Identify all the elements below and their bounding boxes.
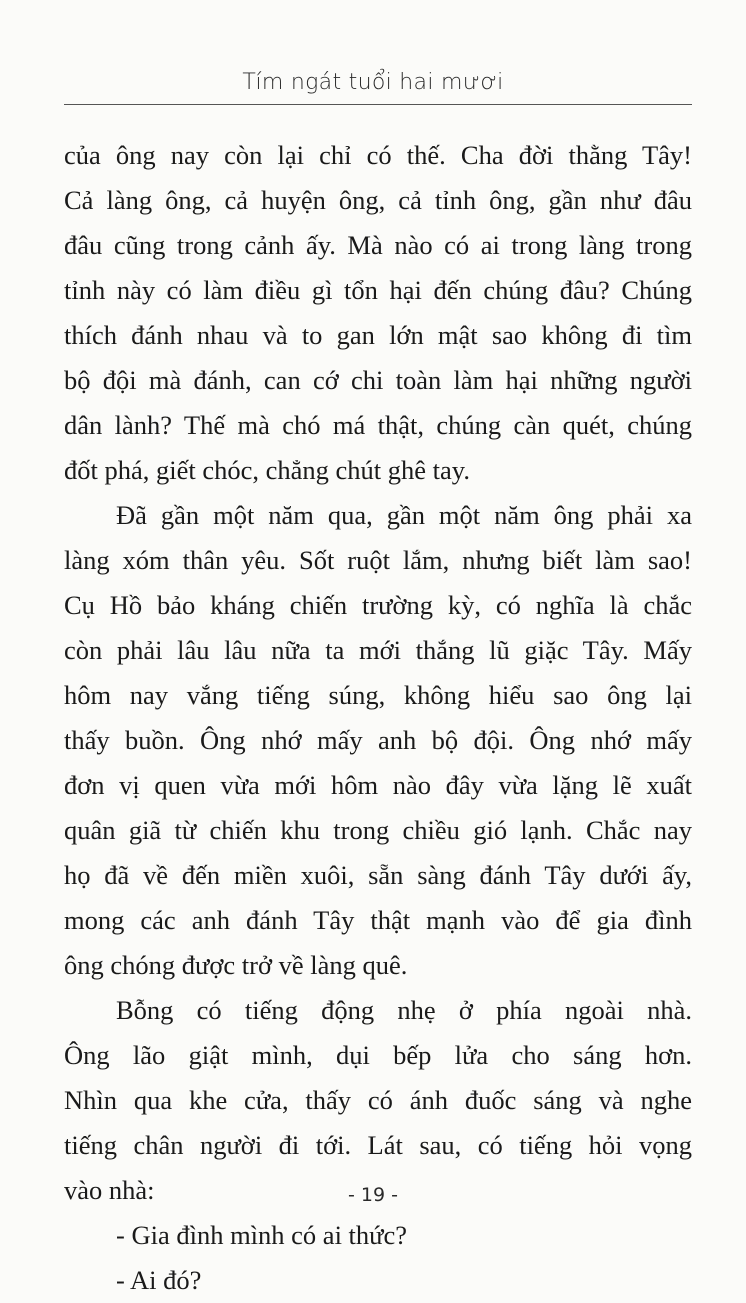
text-line: thấy buồn. Ông nhớ mấy anh bộ đội. Ông nhớ mấy (64, 725, 692, 755)
text-line: Cụ Hồ bảo kháng chiến trường kỳ, có nghĩa là chắc (64, 590, 692, 620)
dialogue-line: - Gia đình mình có ai thức? (116, 1220, 408, 1250)
text-line: Bỗng có tiếng động nhẹ ở phía ngoài nhà. (116, 995, 692, 1025)
text-line: vào nhà: (64, 1175, 155, 1205)
text-line: mong các anh đánh Tây thật mạnh vào để gia đình (64, 905, 692, 935)
header-divider (64, 104, 692, 105)
page-number: - 19 - (348, 1184, 398, 1206)
text-line: ông chóng được trở về làng quê. (64, 950, 408, 980)
text-line: làng xóm thân yêu. Sốt ruột lắm, nhưng biết làm sao! (64, 545, 692, 575)
paragraph-2 (64, 493, 692, 988)
text-line: họ đã về đến miền xuôi, sẵn sàng đánh Tây dưới ấy, (64, 860, 692, 890)
text-line: hôm nay vắng tiếng súng, không hiểu sao ông lại (64, 680, 692, 710)
text-line: Cả làng ông, cả huyện ông, cả tỉnh ông, gần như đâu (64, 185, 692, 215)
paragraph-3 (64, 988, 692, 1213)
dialogue (64, 1213, 692, 1303)
text-line: Đã gần một năm qua, gần một năm ông phải xa (116, 500, 692, 530)
paragraph-1 (64, 133, 692, 493)
body-text (64, 133, 692, 1303)
text-line: của ông nay còn lại chỉ có thế. Cha đời thằng Tây! (64, 140, 692, 170)
text-line: còn phải lâu lâu nữa ta mới thắng lũ giặc Tây. Mấy (64, 635, 692, 665)
text-line: đơn vị quen vừa mới hôm nào đây vừa lặng lẽ xuất (64, 770, 692, 800)
text-line: bộ đội mà đánh, can cớ chi toàn làm hại những người (64, 365, 692, 395)
text-line: Ông lão giật mình, dụi bếp lửa cho sáng hơn. (64, 1040, 692, 1070)
text-line: đốt phá, giết chóc, chẳng chút ghê tay. (64, 455, 470, 485)
text-line: quân giã từ chiến khu trong chiều gió lạnh. Chắc nay (64, 815, 692, 845)
text-line: Nhìn qua khe cửa, thấy có ánh đuốc sáng và nghe (64, 1085, 692, 1115)
text-line: đâu cũng trong cảnh ấy. Mà nào có ai trong làng trong (64, 230, 692, 260)
running-header-title: Tím ngát tuổi hai mươi (242, 70, 504, 95)
text-line: thích đánh nhau và to gan lớn mật sao không đi tìm (64, 320, 692, 350)
dialogue-line: - Ai đó? (116, 1265, 202, 1295)
text-line: tiếng chân người đi tới. Lát sau, có tiếng hỏi vọng (64, 1130, 692, 1160)
text-line: dân lành? Thế mà chó má thật, chúng càn quét, chúng (64, 410, 692, 440)
text-line: tỉnh này có làm điều gì tổn hại đến chúng đâu? Chúng (64, 275, 692, 305)
